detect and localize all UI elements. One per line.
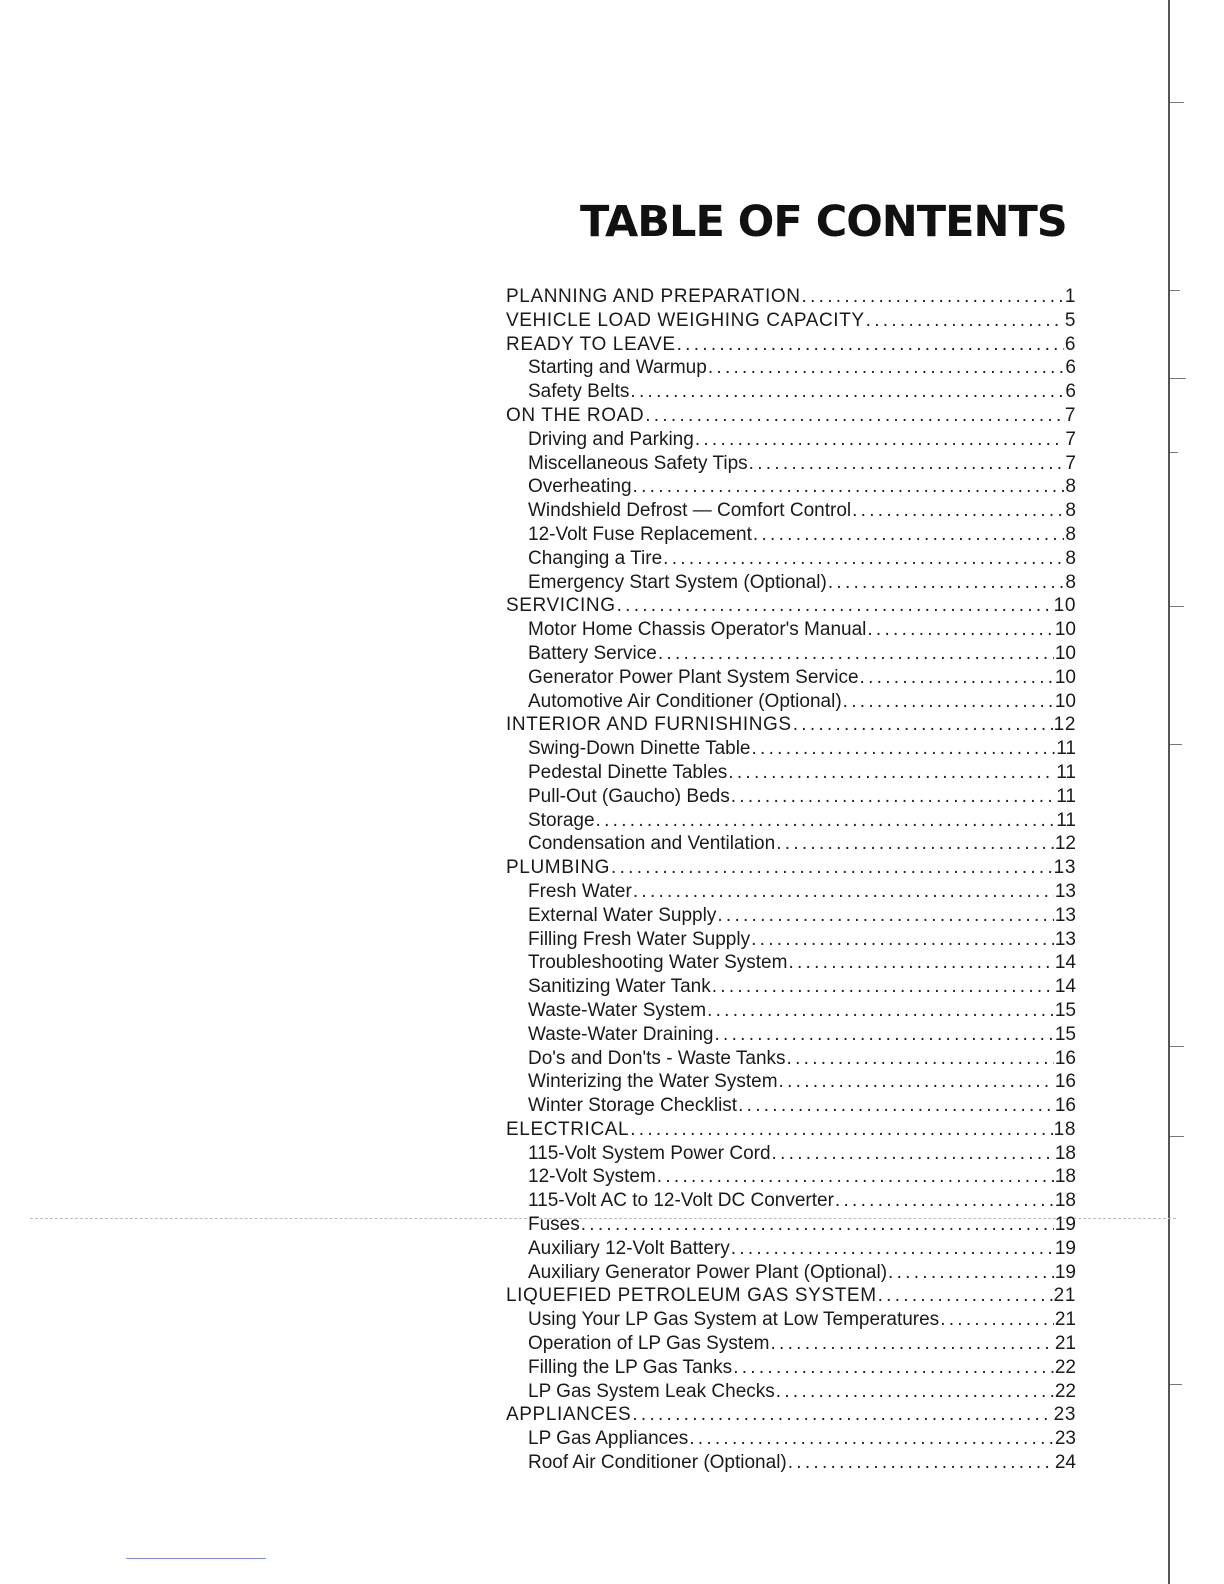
dot-leader (731, 1237, 1054, 1261)
dot-leader (867, 618, 1053, 642)
toc-subsection (506, 928, 1076, 952)
toc-entry-label: VEHICLE LOAD WEIGHING CAPACITY (506, 309, 865, 331)
toc-subsection (506, 975, 1076, 999)
dot-leader (835, 1189, 1054, 1213)
toc-subsection (506, 761, 1076, 785)
dot-leader (787, 1047, 1054, 1071)
toc-entry-page: 12 (1053, 714, 1076, 736)
dot-leader (788, 951, 1053, 975)
toc-section (506, 713, 1076, 737)
toc-entry-label: SERVICING (506, 595, 616, 617)
toc-entry-label: APPLIANCES (506, 1404, 632, 1426)
toc-entry-page: 16 (1054, 1047, 1076, 1069)
toc-entry-page: 19 (1054, 1214, 1076, 1236)
dot-leader (717, 904, 1054, 928)
toc-entry-label: Do's and Don'ts - Waste Tanks (528, 1047, 786, 1069)
toc-entry-page: 11 (1056, 785, 1076, 807)
scan-edge-tick (1170, 1384, 1182, 1385)
toc-entry-label: Motor Home Chassis Operator's Manual (528, 619, 867, 641)
toc-entry-page: 13 (1054, 880, 1076, 902)
toc-subsection (506, 618, 1076, 642)
dot-leader (581, 1213, 1054, 1237)
toc-subsection (506, 1047, 1076, 1071)
toc-entry-label: Winterizing the Water System (528, 1071, 778, 1093)
toc-entry-page: 11 (1056, 809, 1076, 831)
toc-entry-page: 18 (1054, 1142, 1076, 1164)
toc-subsection (506, 809, 1076, 833)
toc-entry-label: Overheating (528, 476, 632, 498)
toc-entry-page: 13 (1054, 928, 1076, 950)
toc-subsection (506, 523, 1076, 547)
dot-leader (802, 285, 1064, 309)
scan-edge-line (1168, 0, 1170, 1584)
toc-entry-page: 23 (1053, 1404, 1076, 1426)
toc-section (506, 594, 1076, 618)
toc-entry-label: Automotive Air Conditioner (Optional) (528, 690, 842, 712)
dot-leader (707, 999, 1054, 1023)
dot-leader (843, 690, 1054, 714)
toc-subsection (506, 1213, 1076, 1237)
toc-entry-page: 6 (1065, 357, 1076, 379)
toc-entry-label: Filling the LP Gas Tanks (528, 1356, 733, 1378)
dot-leader (852, 499, 1064, 523)
page-title: TABLE OF CONTENTS (580, 196, 1067, 247)
toc-entry-page: 15 (1054, 999, 1076, 1021)
toc-entry-page: 1 (1064, 286, 1076, 307)
dot-leader (788, 1451, 1054, 1475)
toc-entry-label: PLANNING AND PREPARATION (506, 286, 801, 307)
toc-entry-page: 10 (1054, 619, 1076, 641)
toc-entry-page: 7 (1065, 452, 1076, 474)
toc-entry-page: 18 (1054, 1190, 1076, 1212)
scan-edge-tick (1170, 378, 1186, 379)
dot-leader (714, 1023, 1053, 1047)
dot-leader (771, 1332, 1054, 1356)
toc-subsection (506, 1094, 1076, 1118)
dot-leader (663, 547, 1064, 571)
dot-leader (733, 1356, 1054, 1380)
toc-entry-page: 7 (1065, 428, 1076, 450)
toc-subsection (506, 785, 1076, 809)
toc-entry-label: Auxiliary Generator Power Plant (Optional) (528, 1261, 888, 1283)
toc-subsection (506, 1165, 1076, 1189)
dot-leader (633, 880, 1054, 904)
toc-entry-page: 10 (1054, 690, 1076, 712)
dot-leader (712, 975, 1054, 999)
toc-entry-page: 10 (1054, 666, 1076, 688)
toc-entry-page: 16 (1054, 1071, 1076, 1093)
toc-subsection (506, 1308, 1076, 1332)
toc-section (506, 856, 1076, 880)
toc-entry-page: 11 (1056, 761, 1076, 783)
toc-entry-label: LP Gas System Leak Checks (528, 1380, 775, 1402)
toc-entry-label: Sanitizing Water Tank (528, 976, 711, 998)
toc-entry-label: Auxiliary 12-Volt Battery (528, 1237, 730, 1259)
toc-entry-label: PLUMBING (506, 857, 611, 879)
dot-leader (645, 404, 1064, 428)
toc-entry-label: Waste-Water Draining (528, 1023, 714, 1045)
toc-entry-label: Condensation and Ventilation (528, 833, 776, 855)
toc-subsection (506, 1261, 1076, 1285)
toc-entry-label: 12-Volt Fuse Replacement (528, 523, 752, 545)
toc-entry-label: Driving and Parking (528, 428, 694, 450)
dot-leader (772, 1142, 1054, 1166)
toc-subsection (506, 499, 1076, 523)
toc-entry-label: Windshield Defrost — Comfort Control (528, 500, 852, 522)
toc-entry-page: 8 (1065, 500, 1076, 522)
scan-edge-tick (1170, 290, 1180, 291)
toc-entry-label: Battery Service (528, 642, 657, 664)
scan-edge-tick (1170, 1136, 1184, 1137)
scan-edge-tick (1170, 102, 1184, 103)
toc-entry-label: Waste-Water System (528, 999, 707, 1021)
toc-subsection (506, 666, 1076, 690)
toc-entry-page: 24 (1054, 1452, 1076, 1474)
dot-leader (617, 594, 1053, 618)
toc-entry-label: Miscellaneous Safety Tips (528, 452, 748, 474)
dot-leader (596, 809, 1056, 833)
toc-subsection (506, 737, 1076, 761)
toc-subsection (506, 356, 1076, 380)
dot-leader (776, 1380, 1054, 1404)
toc-entry-label: ON THE ROAD (506, 404, 645, 426)
dot-leader (752, 737, 1056, 761)
toc-section (506, 333, 1076, 357)
dot-leader (633, 475, 1065, 499)
toc-entry-label: Swing-Down Dinette Table (528, 738, 751, 760)
toc-entry-label: Starting and Warmup (528, 357, 707, 379)
toc-subsection (506, 1427, 1076, 1451)
toc-subsection (506, 1189, 1076, 1213)
toc-section (506, 1118, 1076, 1142)
toc-entry-page: 6 (1064, 333, 1076, 355)
toc-subsection (506, 1451, 1076, 1475)
toc-entry-page: 13 (1053, 857, 1076, 879)
toc-subsection (506, 690, 1076, 714)
toc-subsection (506, 1023, 1076, 1047)
toc-entry-page: 18 (1054, 1166, 1076, 1188)
toc-subsection (506, 904, 1076, 928)
toc-subsection (506, 380, 1076, 404)
toc-entry-page: 10 (1054, 642, 1076, 664)
toc-entry-label: Operation of LP Gas System (528, 1333, 770, 1355)
toc-entry-page: 18 (1053, 1118, 1076, 1140)
dot-leader (779, 1070, 1054, 1094)
table-of-contents (506, 285, 1076, 1475)
toc-entry-page: 22 (1054, 1380, 1076, 1402)
toc-entry-label: Generator Power Plant System Service (528, 666, 859, 688)
toc-subsection (506, 475, 1076, 499)
toc-entry-page: 22 (1054, 1356, 1076, 1378)
toc-entry-label: Pull-Out (Gaucho) Beds (528, 785, 730, 807)
toc-subsection (506, 951, 1076, 975)
toc-entry-label: LIQUEFIED PETROLEUM GAS SYSTEM (506, 1285, 877, 1307)
dot-leader (749, 452, 1065, 476)
dot-leader (776, 832, 1054, 856)
dot-leader (630, 1118, 1052, 1142)
bottom-rule (126, 1558, 266, 1559)
toc-section (506, 404, 1076, 428)
toc-entry-page: 23 (1054, 1428, 1076, 1450)
toc-entry-page: 14 (1054, 952, 1076, 974)
dot-leader (657, 1165, 1054, 1189)
dot-leader (708, 356, 1065, 380)
toc-subsection (506, 999, 1076, 1023)
toc-entry-label: Roof Air Conditioner (Optional) (528, 1452, 787, 1474)
dot-leader (888, 1261, 1054, 1285)
toc-subsection (506, 1070, 1076, 1094)
toc-entry-label: INTERIOR AND FURNISHINGS (506, 714, 792, 736)
toc-entry-label: ELECTRICAL (506, 1118, 630, 1140)
toc-entry-label: 115-Volt AC to 12-Volt DC Converter (528, 1190, 834, 1212)
toc-subsection (506, 642, 1076, 666)
dot-leader (695, 428, 1065, 452)
toc-entry-page: 13 (1054, 904, 1076, 926)
toc-entry-label: Using Your LP Gas System at Low Temperatures (528, 1309, 940, 1331)
toc-entry-label: READY TO LEAVE (506, 333, 676, 355)
toc-entry-label: Storage (528, 809, 595, 831)
toc-entry-page: 10 (1053, 595, 1076, 617)
dot-leader (828, 571, 1065, 595)
toc-entry-page: 19 (1054, 1237, 1076, 1259)
dot-leader (632, 1403, 1052, 1427)
toc-entry-page: 14 (1054, 976, 1076, 998)
toc-subsection (506, 1380, 1076, 1404)
scan-edge-tick (1170, 606, 1184, 607)
toc-subsection (506, 1356, 1076, 1380)
toc-subsection (506, 571, 1076, 595)
toc-section (506, 309, 1076, 333)
toc-entry-label: Troubleshooting Water System (528, 952, 788, 974)
toc-entry-label: Pedestal Dinette Tables (528, 761, 728, 783)
dot-leader (689, 1427, 1054, 1451)
toc-section (506, 285, 1076, 309)
toc-entry-page: 11 (1056, 738, 1076, 760)
toc-section (506, 1284, 1076, 1308)
dot-leader (866, 309, 1064, 333)
toc-entry-page: 21 (1053, 1285, 1076, 1307)
toc-entry-label: Safety Belts (528, 381, 630, 403)
toc-subsection (506, 547, 1076, 571)
dot-leader (940, 1308, 1054, 1332)
dot-leader (611, 856, 1053, 880)
toc-entry-page: 7 (1064, 404, 1076, 426)
toc-entry-page: 21 (1054, 1333, 1076, 1355)
toc-entry-page: 5 (1064, 309, 1076, 331)
toc-entry-label: Fresh Water (528, 880, 632, 902)
toc-entry-page: 16 (1054, 1095, 1076, 1117)
toc-entry-label: Fuses (528, 1214, 580, 1236)
toc-entry-page: 6 (1065, 381, 1076, 403)
toc-entry-page: 15 (1054, 1023, 1076, 1045)
toc-entry-label: LP Gas Appliances (528, 1428, 689, 1450)
dot-leader (860, 666, 1054, 690)
toc-entry-label: Filling Fresh Water Supply (528, 928, 751, 950)
dot-leader (751, 928, 1054, 952)
toc-subsection (506, 428, 1076, 452)
dot-leader (878, 1284, 1053, 1308)
toc-section (506, 1403, 1076, 1427)
toc-entry-label: External Water Supply (528, 904, 717, 926)
dot-leader (738, 1094, 1054, 1118)
toc-entry-label: Winter Storage Checklist (528, 1095, 738, 1117)
dot-leader (753, 523, 1065, 547)
dot-leader (731, 785, 1056, 809)
toc-entry-label: Changing a Tire (528, 547, 663, 569)
toc-entry-page: 8 (1065, 476, 1076, 498)
toc-subsection (506, 1332, 1076, 1356)
toc-subsection (506, 452, 1076, 476)
toc-subsection (506, 832, 1076, 856)
toc-entry-label: 115-Volt System Power Cord (528, 1142, 771, 1164)
scan-edge-tick (1170, 744, 1182, 745)
toc-entry-label: 12-Volt System (528, 1166, 656, 1188)
scan-edge-tick (1170, 452, 1178, 453)
dot-leader (728, 761, 1055, 785)
dot-leader (658, 642, 1054, 666)
scan-edge-tick (1170, 1046, 1184, 1047)
toc-entry-page: 8 (1065, 523, 1076, 545)
toc-entry-page: 8 (1065, 547, 1076, 569)
toc-subsection (506, 1142, 1076, 1166)
toc-entry-label: Emergency Start System (Optional) (528, 571, 827, 593)
toc-entry-page: 8 (1065, 571, 1076, 593)
toc-entry-page: 21 (1054, 1309, 1076, 1331)
toc-subsection (506, 880, 1076, 904)
dot-leader (793, 713, 1053, 737)
dot-leader (677, 333, 1064, 357)
dot-leader (630, 380, 1064, 404)
toc-subsection (506, 1237, 1076, 1261)
toc-entry-page: 12 (1054, 833, 1076, 855)
toc-entry-page: 19 (1054, 1261, 1076, 1283)
